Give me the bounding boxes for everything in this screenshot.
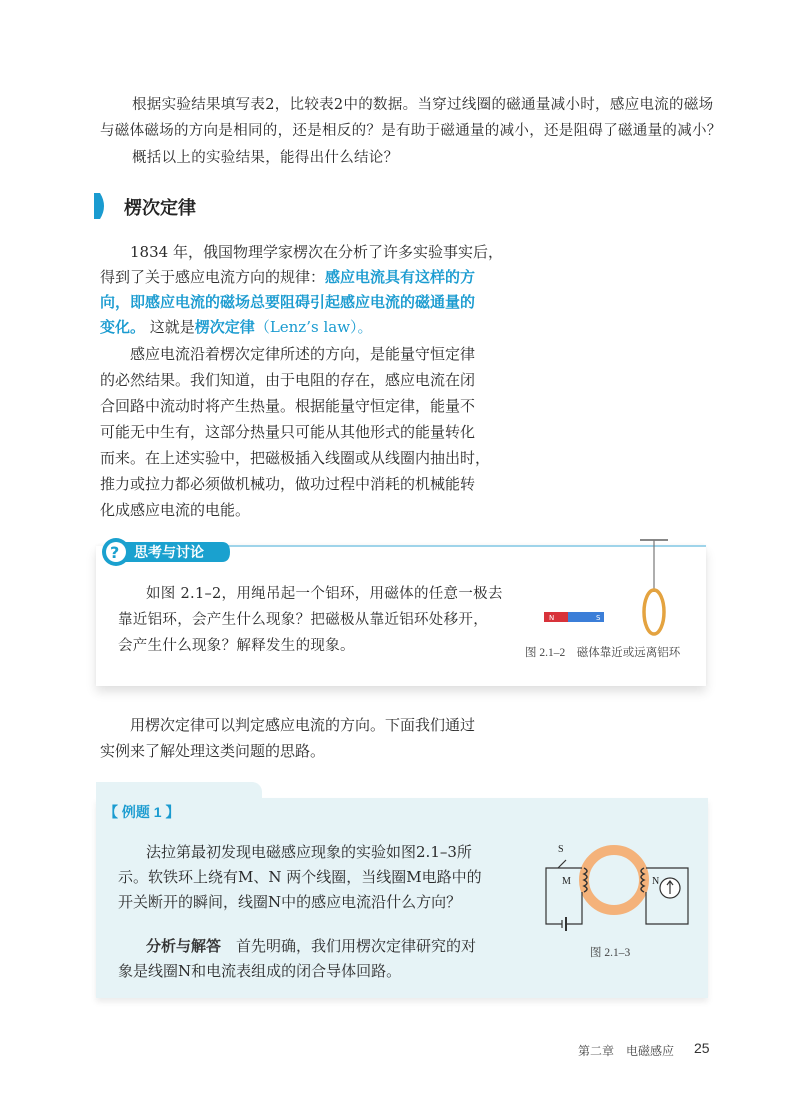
intro-line-1: 根据实验结果填写表2，比较表2中的数据。当穿过线圈的磁通量减小时，感应电流的磁场 [132, 97, 714, 113]
answer-label: 分析与解答 [146, 938, 222, 955]
para1-line: 1834 年，俄国物理学家楞次在分析了许多实验事实后， [130, 243, 503, 261]
label-m: M [562, 876, 571, 887]
para1-text: 得到了关于感应电流方向的规律： [100, 268, 326, 286]
chapter-label: 第二章 电磁感应 [578, 1044, 675, 1058]
think-line: 如图 2.1–2，用绳吊起一个铝环，用磁体的任意一极去 [146, 586, 503, 602]
think-line: 靠近铝环，会产生什么现象？把磁极从靠近铝环处移开， [118, 612, 488, 628]
para3-line: 用楞次定律可以判定感应电流的方向。下面我们通过 [130, 716, 476, 734]
para2-line: 感应电流沿着楞次定律所述的方向，是能量守恒定律 [130, 345, 476, 363]
para2-line: 的必然结果。我们知道，由于电阻的存在，感应电流在闭 [100, 371, 476, 389]
think-badge-label: 思考与讨论 [134, 545, 204, 561]
svg-text:?: ? [110, 543, 120, 562]
example-tag: 【 例题 1 】 [104, 804, 180, 820]
intro-line-2: 与磁体磁场的方向是相同的，还是相反的？是有助于磁通量的减小，还是阻碍了磁通量的减小？ [100, 123, 722, 139]
lenz-statement: 变化。 [100, 319, 146, 336]
lenz-statement: 向，即感应电流的磁场总要阻碍引起感应电流的磁通量的 [100, 294, 476, 311]
para2-line: 而来。在上述实验中，把磁极插入线圈或从线圈内抽出时， [100, 449, 491, 467]
example-line: 示。软铁环上绕有M、N 两个线圈，当线圈M电路中的 [118, 868, 482, 886]
lenz-law-term: 楞次定律 [194, 319, 255, 336]
para2-line: 可能无中生有，这部分热量只可能从其他形式的能量转化 [100, 423, 476, 441]
para2-line: 合回路中流动时将产生热量。根据能量守恒定律，能量不 [100, 397, 476, 415]
transition-paragraph [100, 712, 510, 764]
figure-magnet-ring [520, 534, 700, 644]
lenz-statement: 感应电流具有这样的方 [325, 269, 476, 286]
example-question [118, 840, 518, 915]
magnet-n-label: N [549, 614, 555, 622]
lenz-paragraph [100, 240, 510, 340]
iron-ring [584, 850, 644, 910]
para1-text: （Lenz’s law）。 [254, 318, 373, 336]
example-tab [96, 782, 262, 800]
think-line: 会产生什么现象？解释发生的现象。 [118, 638, 355, 654]
answer-line: 象是线圈N和电流表组成的闭合导体回路。 [118, 962, 402, 980]
magnet-n-pole [544, 612, 568, 622]
think-text [118, 581, 538, 659]
para2-line: 化成感应电流的电能。 [100, 501, 251, 519]
page-number: 25 [694, 1040, 710, 1056]
example-answer [118, 934, 528, 984]
label-s: S [558, 844, 564, 855]
switch [558, 860, 566, 868]
example-line: 法拉第最初发现电磁感应现象的实验如图2.1–3所 [146, 843, 472, 861]
figure-caption: 图 2.1–3 [590, 947, 631, 959]
answer-line: 首先明确，我们用楞次定律研究的对 [236, 937, 477, 955]
intro-line-3: 概括以上的实验结果，能得出什么结论？ [132, 150, 399, 166]
figure-faraday-ring [538, 838, 698, 938]
magnet-s-label: S [596, 614, 601, 622]
section-title: 楞次定律 [124, 198, 196, 218]
section-marker-icon [94, 193, 108, 219]
para3-line: 实例来了解处理这类问题的思路。 [100, 742, 326, 760]
para2-line: 推力或拉力都必须做机械功，做功过程中消耗的机械能转 [100, 475, 476, 493]
example-line: 开关断开的瞬间，线圈N中的感应电流沿什么方向？ [118, 893, 462, 911]
para1-text: 这就是 [145, 318, 195, 336]
energy-paragraph [100, 341, 510, 523]
figure-caption: 图 2.1–2 磁体靠近或远离铝环 [525, 647, 681, 659]
label-n: N [652, 876, 660, 887]
aluminum-ring [644, 590, 664, 634]
